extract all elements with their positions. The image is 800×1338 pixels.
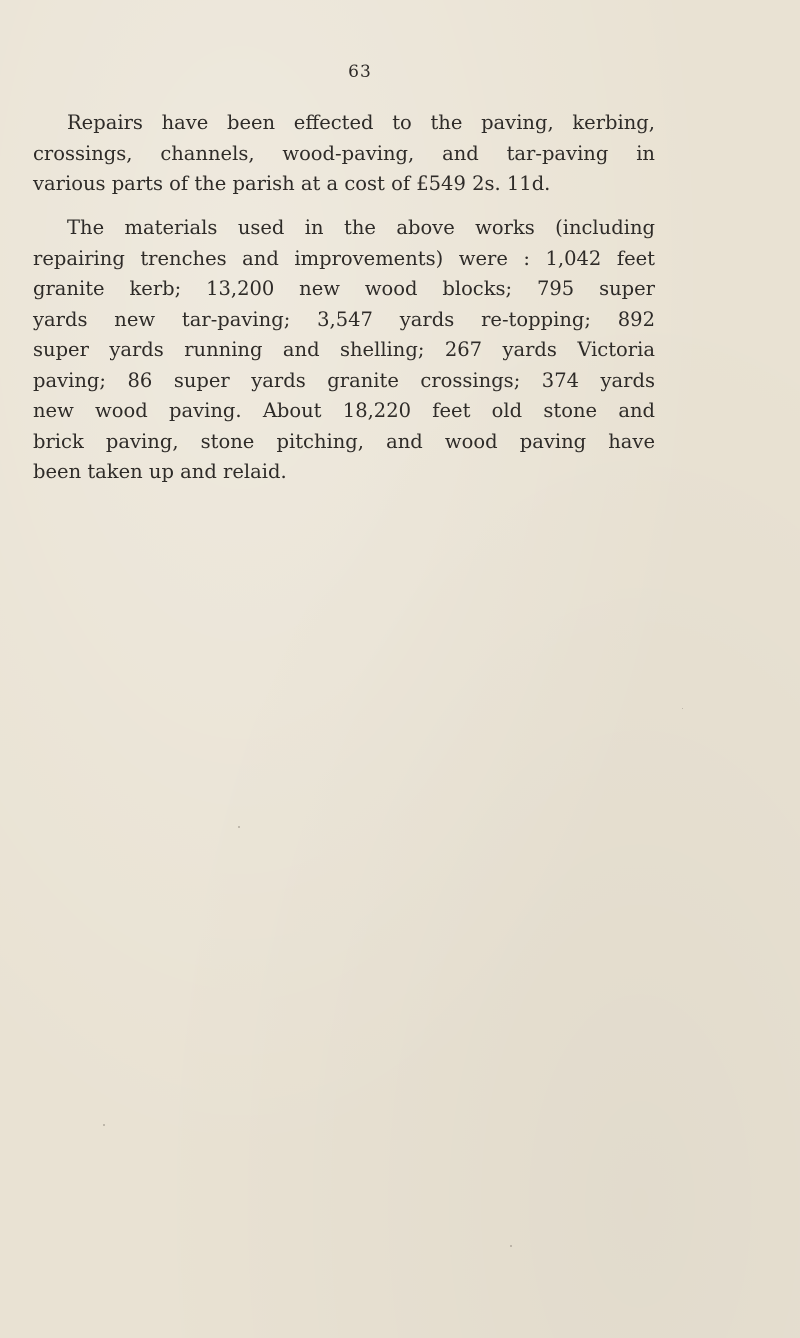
- paragraph-materials: [33, 213, 655, 488]
- text-line: been taken up and relaid.: [33, 460, 287, 483]
- text-line: brick paving, stone pitching, and wood paving have: [33, 429, 655, 453]
- text-line: new wood paving. About 18,220 feet old stone and: [33, 399, 655, 422]
- page-number: 63: [348, 62, 372, 82]
- text-line: yards new tar-paving; 3,547 yards re-topping; 892: [33, 307, 655, 331]
- paper-speck: [103, 1124, 105, 1126]
- text-line: various parts of the parish at a cost of £549 2s. 11d.: [33, 172, 551, 195]
- paragraph-repairs: [33, 108, 655, 200]
- text-line: paving; 86 super yards granite crossings; 374 yards: [33, 368, 655, 392]
- paper-speck: [510, 1245, 512, 1247]
- text-line: repairing trenches and improvements) were : 1,042 feet: [33, 246, 655, 270]
- text-line: Repairs have been effected to the paving, kerbing,: [67, 111, 655, 134]
- text-line: The materials used in the above works (including: [67, 216, 655, 239]
- text-line: granite kerb; 13,200 new wood blocks; 795 super: [33, 277, 655, 300]
- text-line: super yards running and shelling; 267 yards Victoria: [33, 338, 655, 361]
- paper-speck: [238, 826, 240, 828]
- paper-speck: [682, 708, 683, 709]
- text-line: crossings, channels, wood-paving, and tar-paving in: [33, 141, 655, 165]
